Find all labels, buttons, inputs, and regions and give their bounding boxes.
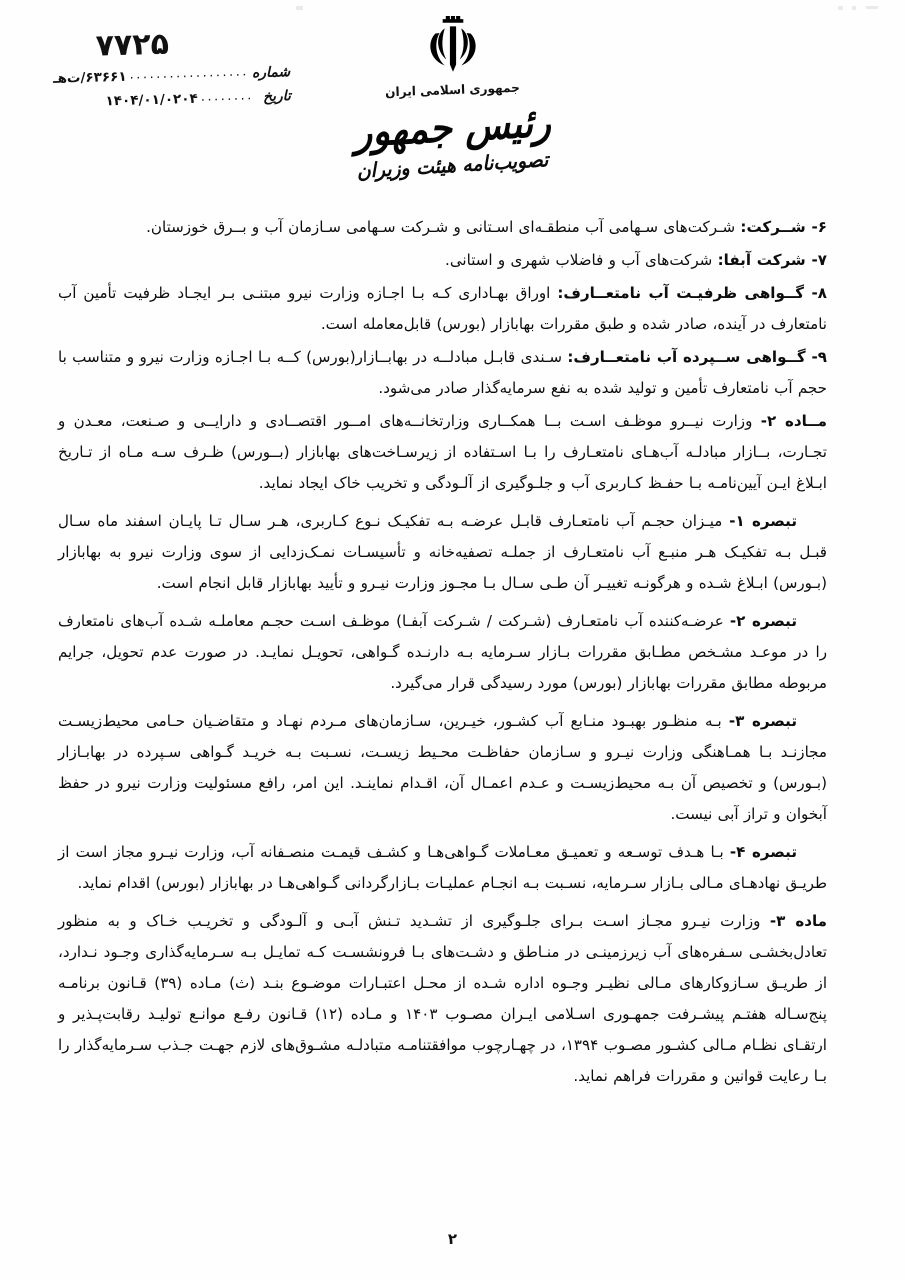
note-2 [58, 606, 827, 699]
clause-9-lead: ۹- گــواهی ســپرده آب نامتعــارف: [567, 348, 827, 366]
clause-9 [58, 342, 827, 404]
document-type-title: تصویب‌نامه هیئت وزیران [356, 147, 549, 183]
clause-7 [58, 245, 827, 276]
number-value: ۶۳۶۶۱/ت [66, 68, 127, 87]
article-3-text: وزارت نیـرو مجـاز اسـت بـرای جلـوگیری از تشـدید تـنش آبـی و آلـودگی و تخریـب خـاک و به منظور تعادل‌بخشـی سـفره‌های آب زیرزمینـی در منـاطق و دشـت‌های بـا فرونشسـت کـه تمایـل بـه سـرمایه‌گذاری وجـود نـدارد، از طریـق سـازوکارهای مـالی نظیـر وجـوه اداره شـده از محـل اعتبـارات موضـوع بنـد (ث) مـاده (۳۹) قـانون برنامـه پنج‌سـاله هفتـم پیشـرفت جمهـوری اسـلامی ایـران مصـوب ۱۴۰۳ و مـاده (۱۲) قـانون رفـع موانـع تولیـد رقابت‌پـذیر و ارتقـای نظـام مـالی کشـور مصـوب ۱۳۹۴، در چهـارچوب موافقتنامـه متبادلـه مشـوق‌های لازم جهـت جـذب سـرمایه‌گذار را بـا رعایت قوانین و مقررات فراهم نماید. [58, 912, 828, 1085]
clause-6 [58, 212, 827, 243]
number-suffix: هـ [52, 70, 68, 87]
note-2-text: عرضـه‌کننده آب نامتعـارف (شـرکت / شـرکت آبفـا) موظـف اسـت حجـم معاملـه شـده آب‌های نامتعارف را در موعـد مشـخص مطـابق مقررات بـازار سـرمایه بـه دارنـده گـواهی، تحویـل نمایـد. در صورت عدم تحویل، جرایم مربوطه مطابق مقررات بهابازار (بورس) مورد رسیدگی قرار می‌گیرد. [58, 612, 827, 692]
document-header [0, 0, 905, 200]
clause-9-text: سـندی قابـل مبادلــه در بهابــازار(بورس) کــه بـا اجـازه وزارت نیرو و متناسب با حجم آب نامتعارف تأمین و تولید شده به نفع سرمایه‌گذار صادر می‌شود. [58, 348, 827, 397]
country-name: جمهوری اسلامی ایران [384, 79, 521, 100]
note-4-text: بـا هـدف توسـعه و تعمیـق معـاملات گـواهی‌هـا و کشـف قیمـت منصـفانه آب، وزارت نیـرو مجاز است از طریـق نهادهـای مـالی بـازار سـرمایه، نسـبت بـه انجـام عملیـات بـازارگردانی گـواهی‌هـا در بهابازار (بورس) اقدام نماید. [58, 843, 827, 892]
number-dots: .................. [129, 64, 250, 83]
serial-number: ۷۷۲۵ [95, 26, 170, 64]
clause-6-lead: ۶- شــرکت: [740, 218, 827, 236]
note-1 [58, 506, 827, 599]
note-1-lead: تبصره ۱- [729, 512, 797, 530]
article-3-lead: ماده ۳- [769, 912, 827, 930]
article-2 [58, 406, 827, 499]
date-value: ۱۴۰۴/۰۱/۰۲۰۴ [105, 90, 199, 110]
article-3 [58, 906, 827, 1092]
note-3-lead: تبصره ۳- [728, 712, 797, 730]
article-2-text: وزارت نیــرو موظـف اسـت بــا همکــاری وزارتخانــه‌های امــور اقتصــادی و دارایــی و صـنعت، معـدن و تجـارت، بــازار مبادلـه آب‌هـای نامتعـارف را بـا اسـتفاده از زیرسـاخت‌های بهابازار (بــورس) ظـرف سـه مـاه از تـاریخ ابـلاغ ایـن آیین‌نامـه بـا حفـظ کـاربری آب و جلـوگیری از آلـودگی و تخریب خاک ایجاد نماید. [58, 412, 827, 492]
date-label: تاریخ [262, 88, 292, 105]
clause-8-text: اوراق بهـاداری کـه بـا اجـازه وزارت نیرو مبتنـی بـر ایجـاد ظرفیت تأمین آب نامتعارف در آینده، صادر شده و طبق مقررات بهابازار (بورس) قابل‌معامله است. [58, 284, 827, 333]
article-2-lead: مــاده ۲- [760, 412, 827, 430]
page-number: ۲ [447, 1230, 458, 1248]
note-3 [58, 706, 827, 830]
note-2-lead: تبصره ۲- [729, 612, 797, 630]
president-title: رئیس جمهور [353, 98, 552, 157]
date-dots: ........ [200, 88, 254, 105]
document-body [58, 212, 827, 1094]
clause-8-lead: ۸- گــواهی ظرفیـت آب نامتعــارف: [557, 284, 827, 302]
note-4 [58, 837, 827, 899]
clause-6-text: شـرکت‌های سـهامی آب منطقـه‌ای اسـتانی و شـرکت سـهامی سـازمان آب و بــرق خوزستان. [146, 218, 741, 236]
clause-7-lead: ۷- شرکت آبفا: [717, 251, 827, 269]
iran-emblem-icon [422, 16, 484, 80]
note-4-lead: تبصره ۴- [729, 843, 797, 861]
note-1-text: میـزان حجـم آب نامتعـارف قابـل عرضـه بـه تفکیـک نـوع کـاربری، هـر سـال تـا پایـان اسفند ماه سـال قبـل بـه تفکیـک هـر منبـع آب نامتعـارف از جملـه تصفیه‌خانه و تأسیسـات نمـک‌زدایی از سوی وزارت نیرو به بهابازار (بـورس) ابـلاغ شـده و هرگونـه تغییـر آن طـی سـال بـا مجـوز وزارت نیـرو و تأیید بهابازار قابل انجام است. [58, 512, 827, 592]
clause-7-text: شرکت‌های آب و فاضلاب شهری و استانی. [445, 251, 718, 269]
clause-8 [58, 278, 827, 340]
letterhead [0, 16, 905, 183]
number-label: شماره [251, 64, 291, 82]
note-3-text: بـه منظـور بهبـود منـابع آب کشـور، خیـرین، سـازمان‌های مـردم نهـاد و متقاضـیان حـامی محیط‌زیسـت مجازنـد بـا همـاهنگی وزارت نیـرو و سـازمان حفاظـت محـیط زیسـت، نسـبت بـه خریـد گـواهی سـپرده در بهابـازار (بـورس) و تخصیص آن بـه محیط‌زیسـت و عـدم اعمـال آن، اقـدام نماینـد. این امر، رافع مسئولیت وزارت نیرو در حفظ آبخوان و تراز آبی نیست. [58, 712, 827, 823]
